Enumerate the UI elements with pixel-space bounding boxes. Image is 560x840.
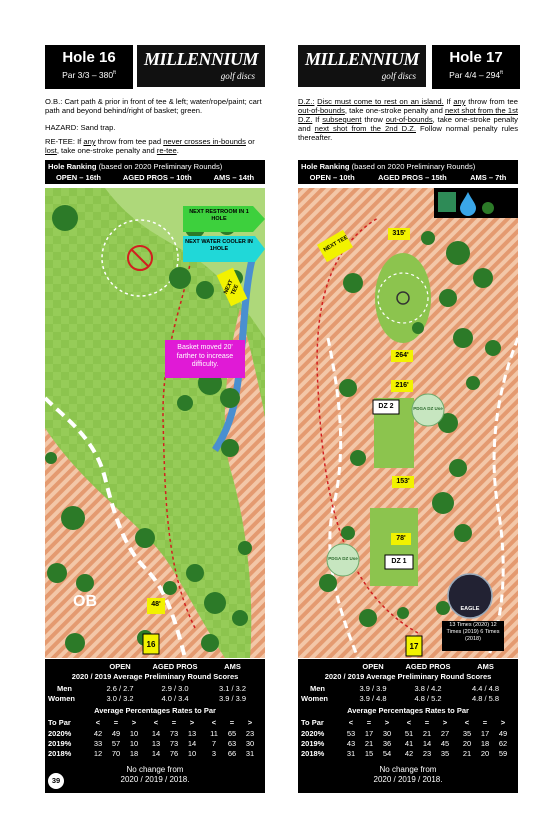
hole-title-box bbox=[45, 45, 133, 89]
sponsor-logo bbox=[298, 45, 426, 87]
year-row-2019: 2019% 33 57 10 13 73 14 7 63 30 bbox=[48, 739, 255, 748]
men-row: Men 2.6 / 2.7 2.9 / 3.0 3.1 / 3.2 bbox=[57, 684, 247, 693]
year-row-2018: 2018% 12 70 18 14 76 10 3 66 31 bbox=[48, 749, 255, 758]
ranking-sub: (based on 2020 Preliminary Rounds) bbox=[349, 162, 476, 171]
women-row: Women 3.0 / 3.2 4.0 / 3.4 3.9 / 3.9 bbox=[48, 694, 247, 703]
logo-brand: MILLENNIUM bbox=[143, 49, 258, 69]
men-row: Men 3.9 / 3.9 3.8 / 4.2 4.4 / 4.8 bbox=[310, 684, 500, 693]
distance-153: 153' bbox=[396, 478, 410, 485]
logo-sub: golf discs bbox=[220, 71, 255, 81]
col-aged: AGED PROS bbox=[152, 662, 198, 671]
restroom-icon bbox=[438, 192, 456, 212]
eagle-label: EAGLE bbox=[460, 606, 480, 612]
logo-brand: MILLENNIUM bbox=[304, 49, 419, 69]
year-row-2019: 2019% 43 21 36 41 14 45 20 18 62 bbox=[301, 739, 508, 748]
ranking-title: Hole Ranking bbox=[48, 162, 97, 171]
hole-17-map bbox=[298, 188, 518, 658]
dz1-label: DZ 1 bbox=[391, 558, 407, 565]
hole-par: Par 4/4 – 294 bbox=[449, 70, 501, 80]
col-open: OPEN bbox=[109, 662, 131, 671]
ranking-title: Hole Ranking bbox=[301, 162, 350, 171]
distance-216: 216' bbox=[395, 382, 409, 389]
distance-label: 48' bbox=[151, 601, 161, 608]
ob-text: Cart path & prior in front of tee & left; water/rope/paint; cart path and beyond behind/right of basket; green. bbox=[45, 97, 262, 115]
footer-line-1: No change from bbox=[379, 765, 437, 774]
avg-title: 2020 / 2019 Average Preliminary Round Scores bbox=[71, 672, 239, 681]
course-map bbox=[45, 188, 265, 658]
hole-header bbox=[298, 45, 518, 93]
hole-16-page bbox=[45, 45, 265, 793]
course-map bbox=[298, 188, 518, 658]
rank-ams: AMS – 7th bbox=[470, 173, 507, 182]
year-row-2020: 2020% 42 49 10 14 73 13 11 65 23 bbox=[48, 729, 255, 738]
rank-ams: AMS – 14th bbox=[213, 173, 255, 182]
hole-title-box bbox=[432, 45, 520, 89]
avg-title: 2020 / 2019 Average Preliminary Round Scores bbox=[324, 672, 492, 681]
col-open: OPEN bbox=[362, 662, 384, 671]
pct-title: Average Percentages Rates to Par bbox=[94, 706, 216, 715]
distance-78: 78' bbox=[396, 535, 406, 542]
footer-line-2: 2020 / 2019 / 2018. bbox=[373, 775, 443, 784]
ob-label: O.B.: bbox=[45, 97, 63, 106]
pdga-stamp-label-2: PDGA DZ Use bbox=[328, 556, 358, 561]
logo-sub: golf discs bbox=[381, 71, 416, 81]
hole-header bbox=[45, 45, 265, 93]
par-unit: ft bbox=[113, 70, 116, 77]
tee-number: 16 bbox=[146, 640, 156, 649]
distance-315: 315' bbox=[392, 230, 406, 237]
ob-label-map: OB bbox=[73, 593, 97, 610]
dz1-island bbox=[370, 508, 418, 586]
restroom-sign-label: NEXT RESTROOM IN 1 HOLE bbox=[189, 209, 249, 222]
hole-title: Hole 17 bbox=[449, 49, 503, 66]
col-aged: AGED PROS bbox=[405, 662, 451, 671]
page-number: 39 bbox=[48, 773, 64, 789]
year-row-2018: 2018% 31 15 54 42 23 35 21 20 59 bbox=[301, 749, 508, 758]
pdga-stamp-label: PDGA DZ Use bbox=[413, 406, 443, 411]
hole-16-map bbox=[45, 188, 265, 658]
hole-ranking bbox=[45, 160, 265, 184]
col-ams: AMS bbox=[224, 662, 241, 671]
rank-aged: AGED PROS – 10th bbox=[122, 173, 192, 182]
rank-aged: AGED PROS – 15th bbox=[377, 173, 447, 182]
tee-number: 17 bbox=[409, 642, 419, 651]
hole-ranking bbox=[298, 160, 518, 184]
women-row: Women 3.9 / 4.8 4.8 / 5.2 4.8 / 5.8 bbox=[301, 694, 500, 703]
footer-line-2: 2020 / 2019 / 2018. bbox=[120, 775, 190, 784]
next-tee-label: NEXT TEE bbox=[322, 234, 350, 254]
distance-264: 264' bbox=[395, 352, 409, 359]
hole-par: Par 3/3 – 380 bbox=[62, 70, 114, 80]
topar-row: To Par < = > < = > < = > bbox=[301, 718, 506, 727]
footer-line-1: No change from bbox=[126, 765, 184, 774]
eagle-note: 13 Times (2020) 12 Times (2019) 6 Times (2018) bbox=[446, 622, 500, 642]
par-unit: ft bbox=[500, 70, 503, 77]
dz-rule: D.Z.: Disc must come to rest on an island. If any throw from tee out-of-bounds, take one-stroke penalty and next shot from the 1st D.Z. If subsequent throw out-of-bounds, take one-stroke penalty and next shot from the 2nd D.Z. Follow normal penalty rules thereafter. bbox=[298, 97, 519, 142]
pct-title: Average Percentages Rates to Par bbox=[347, 706, 469, 715]
hazard-rule: HAZARD: Sand trap. bbox=[45, 123, 116, 132]
retee-rule: RE-TEE: If any throw from tee pad never crosses in-bounds or lost, take one-stroke penalty and re-tee. bbox=[45, 137, 255, 155]
ob-rule bbox=[45, 97, 265, 115]
ranking-sub: (based on 2020 Preliminary Rounds) bbox=[96, 162, 223, 171]
col-ams: AMS bbox=[477, 662, 494, 671]
hole-17-page bbox=[298, 45, 518, 793]
rank-open: OPEN – 16th bbox=[55, 173, 101, 182]
tee-sign-label: NEXT TEE bbox=[223, 279, 240, 296]
dz2-label: DZ 2 bbox=[378, 403, 394, 410]
stats-panel bbox=[298, 659, 518, 793]
water-sign-label: NEXT WATER COOLER IN 1HOLE bbox=[185, 239, 253, 252]
hole-title: Hole 16 bbox=[62, 49, 116, 66]
year-row-2020: 2020% 53 17 30 51 21 27 35 17 49 bbox=[301, 729, 508, 738]
stats-panel bbox=[45, 659, 265, 793]
rank-open: OPEN – 10th bbox=[309, 173, 355, 182]
topar-row: To Par < = > < = > < = > bbox=[48, 718, 253, 727]
note-text: Basket moved 20' farther to increase difficulty. bbox=[176, 344, 234, 368]
sponsor-logo bbox=[137, 45, 265, 87]
